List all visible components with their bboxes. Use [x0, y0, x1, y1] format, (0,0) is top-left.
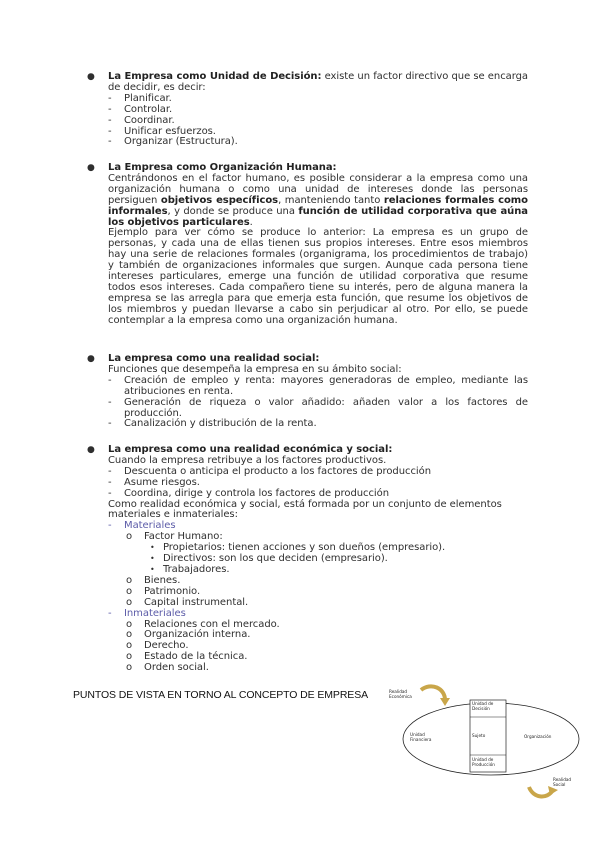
- economica-list-item: - Coordina, dirige y controla los factores de producción: [88, 489, 528, 500]
- materiales-item: o Bienes.: [88, 576, 528, 587]
- inmateriales-list: [88, 620, 528, 675]
- section-organizacion-heading: La Empresa como Organización Humana:: [108, 162, 337, 173]
- unidad-decision-label: Unidad de Decisión: [472, 701, 494, 711]
- inmateriales-item: o Estado de la técnica.: [88, 652, 528, 663]
- bullet-dot: ●: [87, 163, 95, 173]
- factor-humano-item: • Propietarios: tienen acciones y son dueños (empresario).: [88, 543, 528, 554]
- social-list-item: - Generación de riqueza o valor añadido: añaden valor a los factores de producción.: [88, 398, 528, 420]
- social-list-item: - Creación de empleo y renta: mayores generadoras de empleo, mediante las atribuciones en renta.: [88, 376, 528, 398]
- factor-humano-item: • Directivos: son los que deciden (empresario).: [88, 554, 528, 565]
- decision-list-item: - Unificar esfuerzos.: [88, 127, 528, 138]
- factor-humano-list: [88, 543, 528, 576]
- bullet-dot: ●: [87, 354, 95, 364]
- organizacion-label: Organización: [524, 734, 552, 739]
- economica-list: [88, 467, 528, 500]
- section-social: [88, 354, 528, 430]
- unidad-financiera-label: Unidad Financiera: [410, 732, 432, 742]
- factor-humano-item: • Trabajadores.: [88, 565, 528, 576]
- p1-text-g: .: [249, 216, 253, 228]
- p1-text-c: , manteniendo tanto: [278, 194, 384, 206]
- realidad-social-label: Realidad Social: [553, 777, 572, 787]
- decision-list-item: - Controlar.: [88, 105, 528, 116]
- section-social-heading: La empresa como una realidad social:: [108, 353, 320, 364]
- inmateriales-label: - Inmateriales: [88, 609, 528, 620]
- inmateriales-item: o Organización interna.: [88, 630, 528, 641]
- economica-list-item: - Descuenta o anticipa el producto a los factores de producción: [88, 467, 528, 478]
- empresa-diagram: [383, 682, 583, 800]
- section-decision: [88, 72, 528, 148]
- decision-list-item: - Organizar (Estructura).: [88, 137, 528, 148]
- section-decision-text: existe un factor directivo que se encarga de decidir, es decir:: [108, 71, 528, 93]
- top-arc-arrow: [421, 686, 445, 700]
- inmateriales-wrap: [88, 609, 528, 620]
- materiales-list: [88, 576, 528, 609]
- materiales-item: o Capital instrumental.: [88, 598, 528, 609]
- decision-list-item: - Coordinar.: [88, 116, 528, 127]
- inmateriales-item: o Relaciones con el mercado.: [88, 620, 528, 631]
- p1-bold-d: relaciones formales como informales: [108, 194, 528, 217]
- diagram-title: PUNTOS DE VISTA EN TORNO AL CONCEPTO DE EMPRESA: [73, 689, 369, 701]
- section-decision-intro: [88, 72, 528, 94]
- section-organizacion: [88, 163, 528, 327]
- section-economica-para: Como realidad económica y social, está formada por un conjunto de elementos materiales e inmateriales:: [108, 498, 502, 521]
- inmateriales-item: o Derecho.: [88, 641, 528, 652]
- social-list: [88, 376, 528, 431]
- elementos-list: [88, 521, 528, 543]
- p1-bold-b: objetivos específicos: [160, 194, 279, 206]
- materiales-item: o Patrimonio.: [88, 587, 528, 598]
- section-economica-intro: Cuando la empresa retribuye a los factores productivos.: [108, 454, 387, 466]
- decision-list: [88, 94, 528, 149]
- materiales-label: - Materiales: [88, 521, 528, 532]
- realidad-economica-label: Realidad Económica: [389, 689, 412, 699]
- organizacion-paragraph-1: [88, 174, 528, 229]
- bullet-dot: ●: [87, 445, 95, 455]
- social-list-item: - Canalización y distribución de la renta.: [88, 419, 528, 430]
- factor-humano-label: o Factor Humano:: [88, 532, 528, 543]
- p1-text-a: Centrándonos en el factor humano, es posible considerar a la empresa como una organización humana o como una unidad de intereses donde las personas persiguen: [108, 172, 528, 206]
- decision-list-item: - Planificar.: [88, 94, 528, 105]
- sujeto-label: Sujeto: [472, 733, 486, 738]
- section-economica-heading: La empresa como una realidad económica y social:: [108, 444, 393, 455]
- bullet-dot: ●: [87, 72, 95, 82]
- p1-bold-f: función de utilidad corporativa que aúna los objetivos particulares: [108, 205, 528, 228]
- organizacion-paragraph-2: Ejemplo para ver cómo se produce lo anterior: La empresa es un grupo de personas, y cada una de ellas tienen sus propios intereses. Entre esos miembros hay una serie de relaciones formales (organigrama, los procedimientos de trabajo) y también de organizaciones informales que surgen. Aunque cada persona tiene intereses particulares, emerge una función de utilidad corporativa que resume todos esos intereses. Cada compañero tiene su interés, pero de alguna manera la empresa se las arregla para que emerja esta función, que resume los objetivos de los miembros y puedan llevarse a cabo sin perjudicar al otro. Por ello, se puede contemplar a la empresa como una organización humana.: [108, 227, 528, 326]
- section-social-intro: Funciones que desempeña la empresa en su ámbito social:: [108, 363, 402, 375]
- p1-text-e: , y donde se produce una: [167, 205, 299, 217]
- unidad-produccion-label: Unidad de Producción: [472, 757, 495, 767]
- section-economica: [88, 445, 528, 674]
- inmateriales-item: o Orden social.: [88, 663, 528, 674]
- section-decision-title: La Empresa como Unidad de Decisión:: [108, 71, 322, 82]
- economica-list-item: - Asume riesgos.: [88, 478, 528, 489]
- top-arrow-head: [440, 698, 450, 706]
